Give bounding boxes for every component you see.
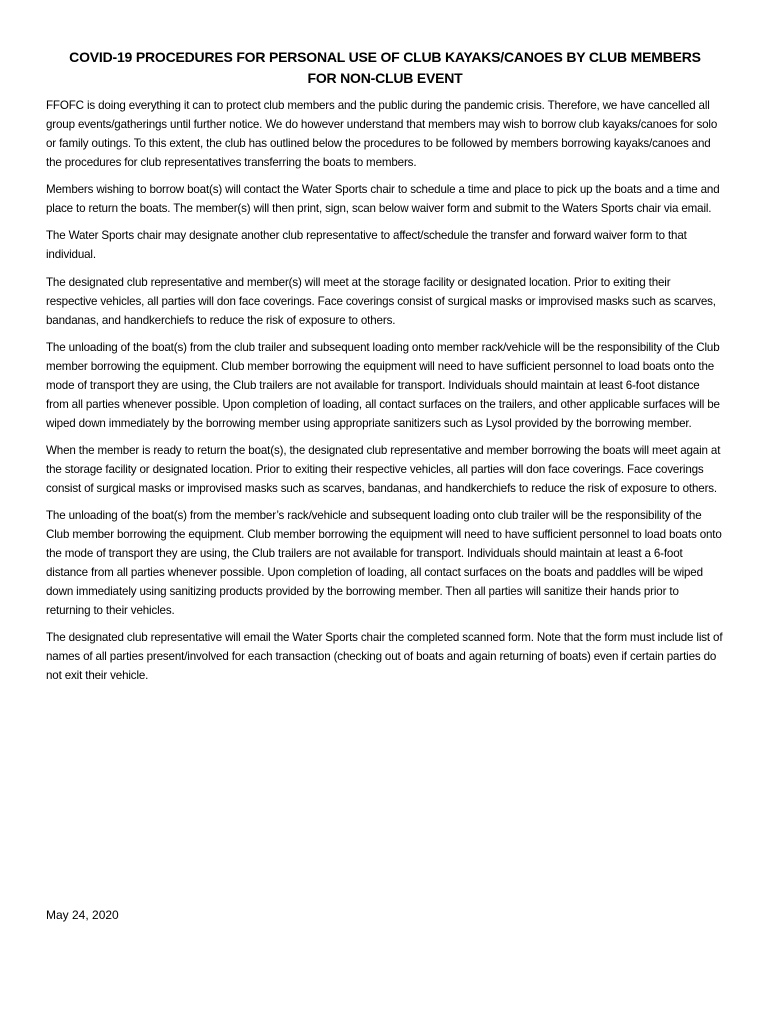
- title-line-1: COVID-19 PROCEDURES FOR PERSONAL USE OF CLUB KAYAKS/CANOES BY CLUB MEMBERS: [69, 49, 701, 65]
- title-line-2: FOR NON-CLUB EVENT: [307, 70, 463, 86]
- paragraph-unloading-pickup: The unloading of the boat(s) from the club trailer and subsequent loading onto member rack/vehicle will be the responsibility of the Club member borrowing the equipment. Club member borrowing the equipment will need to have sufficient personnel to load boats onto the mode of transport they are using, the Club trailers are not available for transport. Individuals should maintain at least 6-foot distance from all parties whenever possible. Upon completion of loading, all contact surfaces on the trailers, and other applicable surfaces will be wiped down immediately by the borrowing member using appropriate sanitizers such as Lysol provided by the borrowing member.: [46, 340, 720, 430]
- paragraph-designate-representative: The Water Sports chair may designate another club representative to affect/schedule the transfer and forward waiver form to that individual.: [46, 229, 687, 262]
- paragraph-meeting-pickup: The designated club representative and member(s) will meet at the storage facility or designated location. Prior to exiting their respective vehicles, all parties will don face coverings. Face coverings consist of surgical masks or improvised masks such as scarves, bandanas, and handkerchiefs to reduce the risk of exposure to others.: [46, 275, 716, 327]
- page-title: [46, 47, 724, 89]
- paragraph-contact-chair: Members wishing to borrow boat(s) will contact the Water Sports chair to schedule a time and place to pick up the boats and a time and place to return the boats. The member(s) will then print, sign, scan below waiver form and submit to the Waters Sports chair via email.: [46, 183, 720, 216]
- paragraph-intro: FFOFC is doing everything it can to protect club members and the public during the pandemic crisis. Therefore, we have cancelled all group events/gatherings until further notice. We do however understand that members may wish to borrow club kayaks/canoes for solo or family outings. To this extent, the club has outlined below the procedures to be followed by members borrowing kayaks/canoes and the procedures for club representatives transferring the boats to members.: [46, 99, 718, 169]
- paragraph-meeting-return: When the member is ready to return the boat(s), the designated club representative and member borrowing the boats will meet again at the storage facility or designated location. Prior to exiting their respective vehicles, all parties will don face coverings. Face coverings consist of surgical masks or improvised masks such as scarves, bandanas, and handkerchiefs to reduce the risk of exposure to others.: [46, 444, 721, 495]
- paragraph-unloading-return: The unloading of the boat(s) from the member’s rack/vehicle and subsequent loading onto club trailer will be the responsibility of the Club member borrowing the equipment. Club member borrowing the equipment will need to have sufficient personnel to load boats onto the mode of transport they are using, the Club trailers are not available for transport. Individuals should maintain at least a 6-foot distance from all parties whenever possible. Upon completion of loading, all contact surfaces on the boats and paddles will be wiped down immediately using sanitizing products provided by the borrowing member. Then all parties will sanitize their hands prior to returning to their vehicles.: [46, 509, 722, 617]
- document-date: May 24, 2020: [46, 908, 119, 922]
- paragraph-email-form: The designated club representative will email the Water Sports chair the completed scanned form. Note that the form must include list of names of all parties present/involved for each transaction (checking out of boats and again returning of boats) even if certain parties do not exit their vehicle.: [46, 631, 723, 682]
